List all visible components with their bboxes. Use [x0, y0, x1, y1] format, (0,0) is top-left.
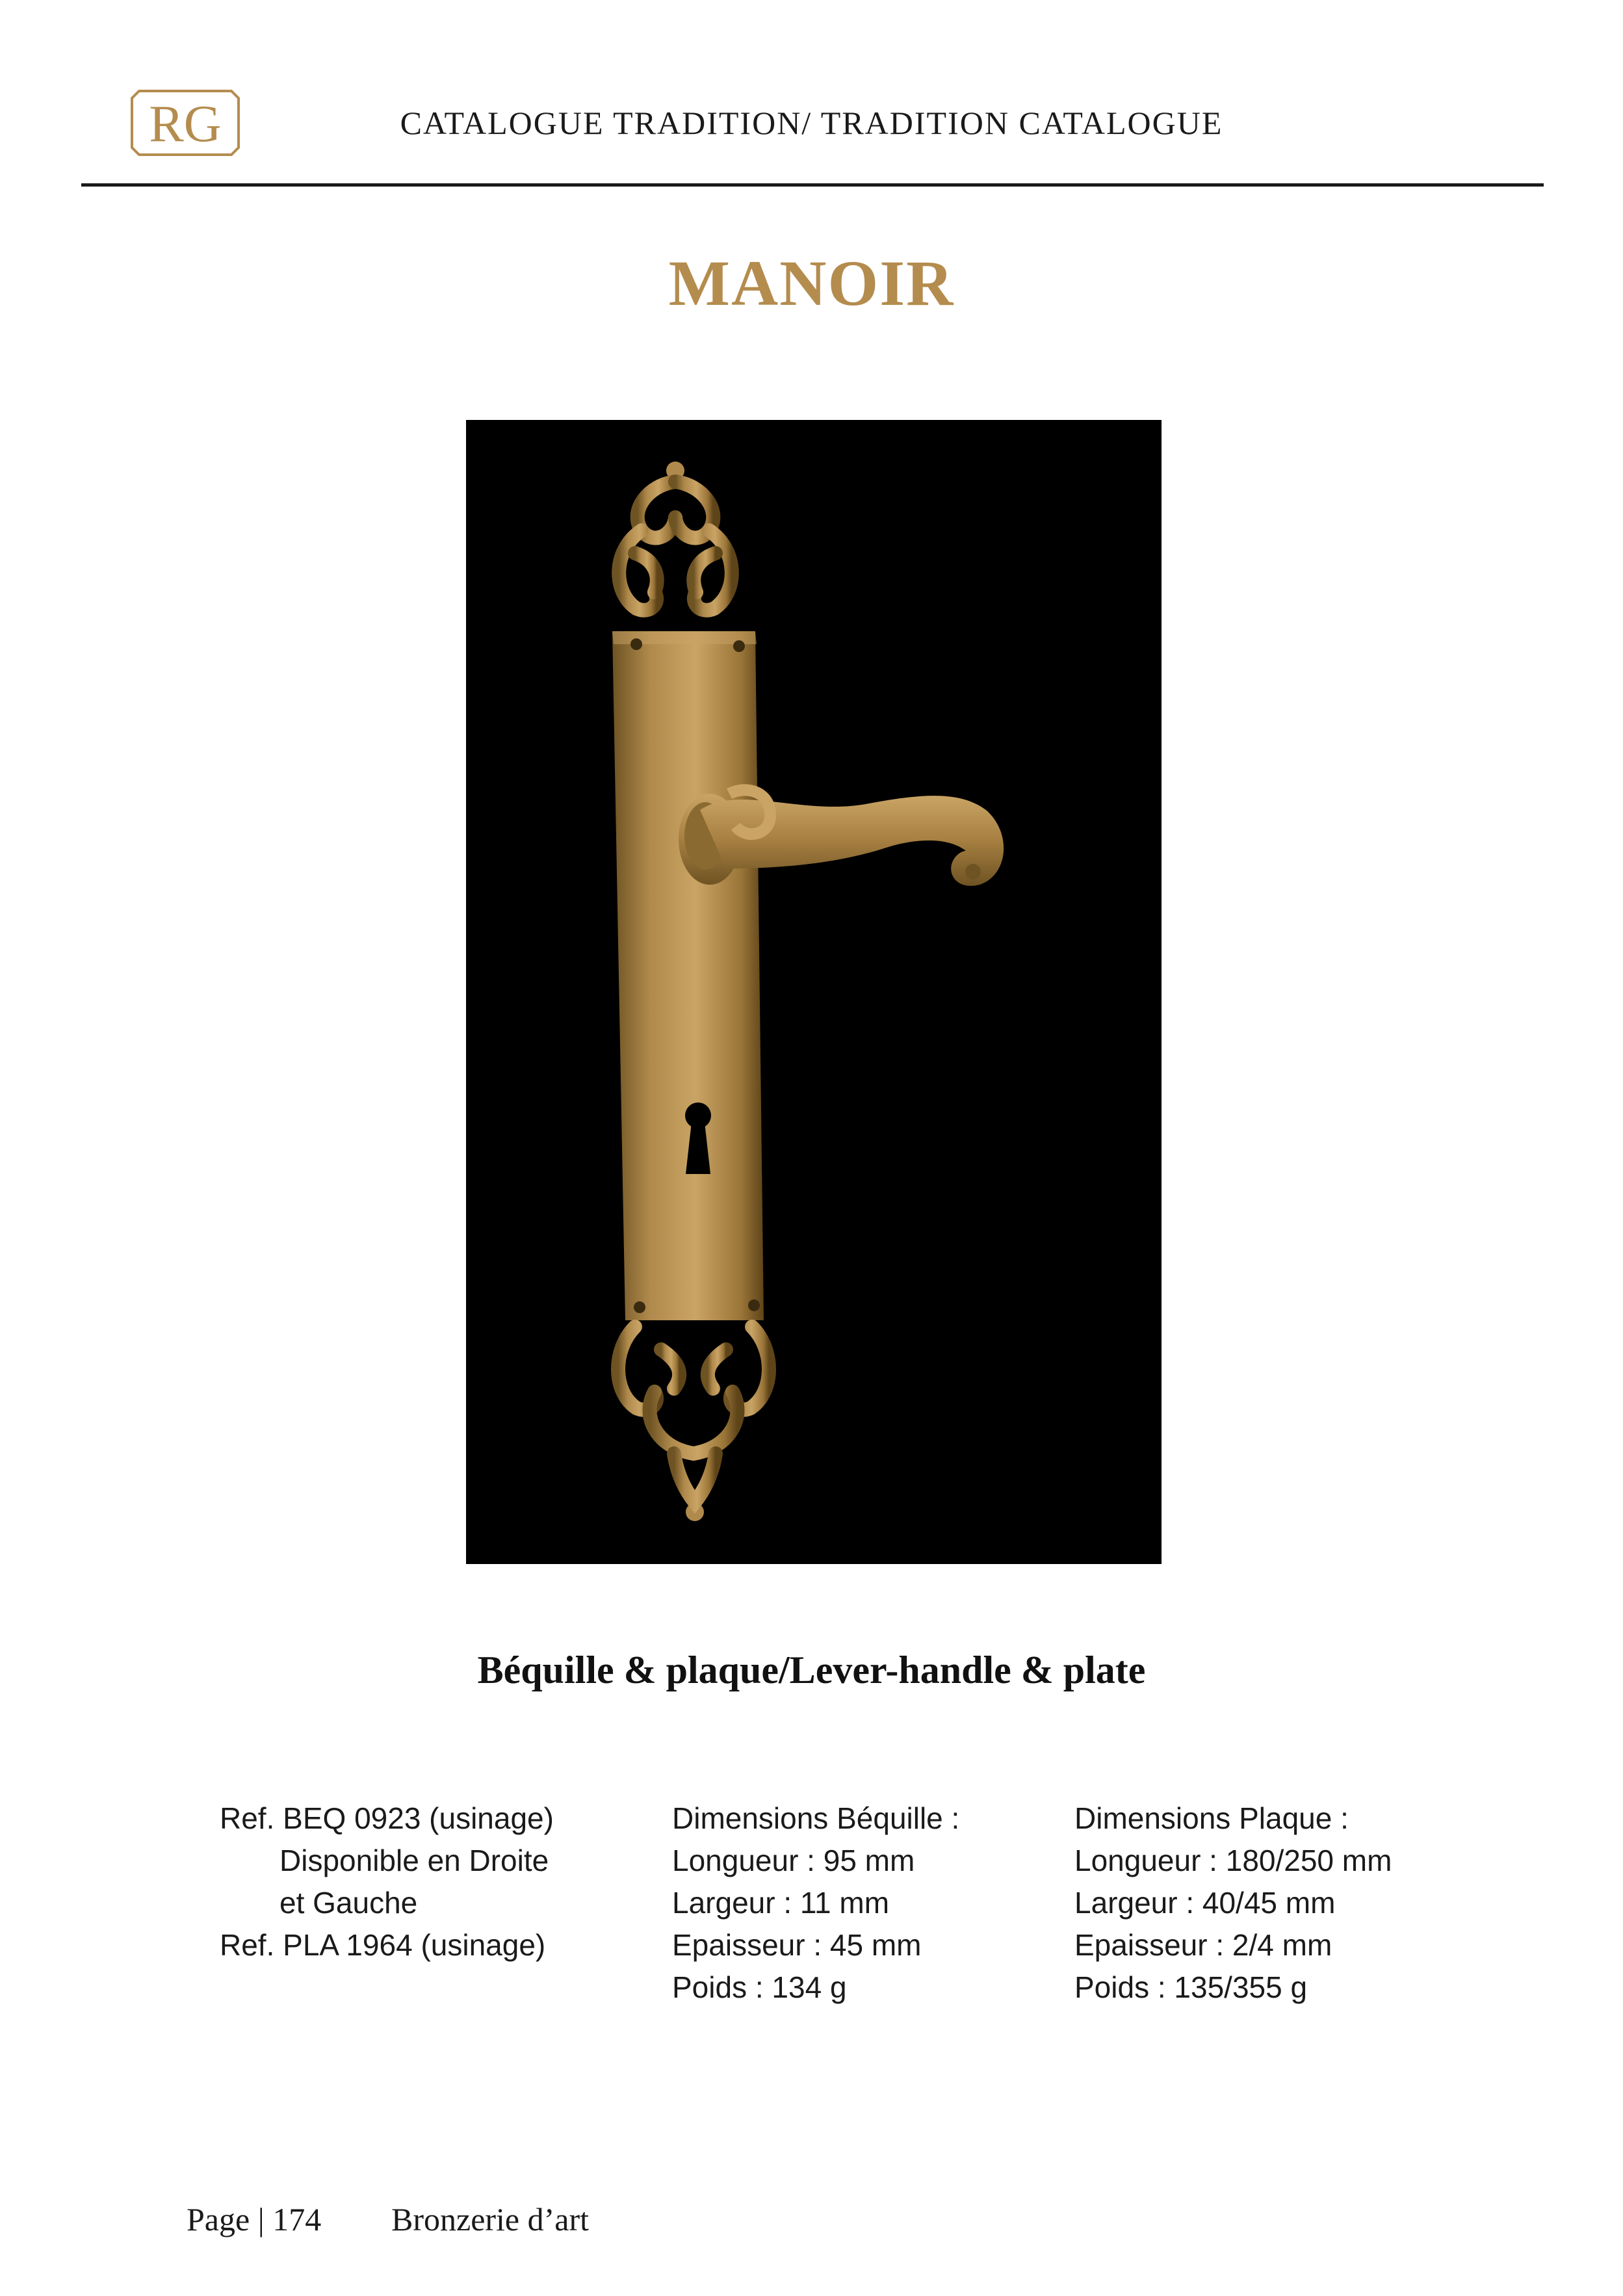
- product-photo: [466, 420, 1162, 1564]
- bequille-dimensions-column: [672, 1797, 959, 2009]
- references-column: [220, 1797, 554, 1966]
- bequille-heading: Dimensions Béquille :: [672, 1801, 960, 1835]
- plaque-poids: Poids : 135/355 g: [1074, 1970, 1308, 2004]
- plaque-largeur: Largeur : 40/45 mm: [1074, 1886, 1336, 1920]
- ref-bequille: Ref. BEQ 0923 (usinage): [220, 1801, 554, 1835]
- plaque-dimensions-column: [1074, 1797, 1392, 2009]
- plaque-heading: Dimensions Plaque :: [1074, 1801, 1349, 1835]
- product-caption: Béquille & plaque/Lever-handle & plate: [477, 1649, 1146, 1691]
- availability-line-2: et Gauche: [279, 1886, 418, 1920]
- rg-logo-text: RG: [149, 96, 222, 153]
- page-title: MANOIR: [668, 247, 955, 319]
- catalogue-header-title: CATALOGUE TRADITION/ TRADITION CATALOGUE: [400, 105, 1223, 141]
- footer-brand: Bronzerie d’art: [391, 2201, 590, 2237]
- bequille-longueur: Longueur : 95 mm: [672, 1844, 915, 1877]
- bequille-largeur: Largeur : 11 mm: [672, 1886, 890, 1920]
- plaque-epaisseur: Epaisseur : 2/4 mm: [1074, 1928, 1332, 1962]
- plaque-longueur: Longueur : 180/250 mm: [1074, 1844, 1392, 1877]
- bequille-epaisseur: Epaisseur : 45 mm: [672, 1928, 922, 1962]
- bequille-poids: Poids : 134 g: [672, 1970, 847, 2004]
- page-number: Page | 174: [187, 2201, 322, 2237]
- lever-handle-plate-image: [466, 420, 1162, 1564]
- availability-line-1: Disponible en Droite: [279, 1844, 549, 1877]
- header-divider: [81, 183, 1544, 187]
- ref-plaque: Ref. PLA 1964 (usinage): [220, 1928, 546, 1962]
